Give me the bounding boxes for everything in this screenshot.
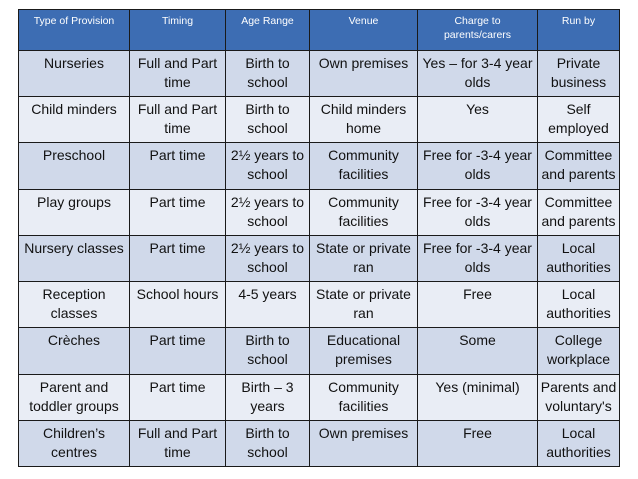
cell-age-range: 2½ years to school xyxy=(226,189,310,235)
cell-timing: School hours xyxy=(130,282,226,328)
cell-charge: Yes – for 3-4 year olds xyxy=(418,51,538,97)
cell-venue: Educational premises xyxy=(310,328,418,374)
cell-type-of-provision: Child minders xyxy=(19,97,130,143)
cell-age-range: 2½ years to school xyxy=(226,143,310,189)
table-row xyxy=(19,189,620,235)
cell-timing: Part time xyxy=(130,143,226,189)
cell-venue: State or private ran xyxy=(310,282,418,328)
cell-venue: Community facilities xyxy=(310,374,418,420)
cell-run-by: Committee and parents xyxy=(538,189,620,235)
cell-type-of-provision: Play groups xyxy=(19,189,130,235)
table-row xyxy=(19,328,620,374)
table-row xyxy=(19,97,620,143)
header-type-of-provision: Type of Provision xyxy=(19,10,130,51)
cell-charge: Free for -3-4 year olds xyxy=(418,235,538,281)
cell-run-by: College workplace xyxy=(538,328,620,374)
cell-run-by: Local authorities xyxy=(538,235,620,281)
cell-charge: Yes (minimal) xyxy=(418,374,538,420)
cell-type-of-provision: Crèches xyxy=(19,328,130,374)
cell-type-of-provision: Children’s centres xyxy=(19,420,130,466)
table-row xyxy=(19,282,620,328)
cell-venue: Community facilities xyxy=(310,143,418,189)
cell-venue: Child minders home xyxy=(310,97,418,143)
cell-charge: Free for -3-4 year olds xyxy=(418,189,538,235)
cell-run-by: Self employed xyxy=(538,97,620,143)
cell-age-range: Birth – 3 years xyxy=(226,374,310,420)
cell-timing: Part time xyxy=(130,235,226,281)
header-charge: Charge to parents/carers xyxy=(418,10,538,51)
cell-run-by: Committee and parents xyxy=(538,143,620,189)
table-row xyxy=(19,374,620,420)
cell-run-by: Private business xyxy=(538,51,620,97)
cell-charge: Free xyxy=(418,282,538,328)
table-row xyxy=(19,51,620,97)
cell-timing: Full and Part time xyxy=(130,97,226,143)
cell-venue: Community facilities xyxy=(310,189,418,235)
cell-age-range: 2½ years to school xyxy=(226,235,310,281)
cell-age-range: 4-5 years xyxy=(226,282,310,328)
cell-timing: Part time xyxy=(130,328,226,374)
cell-venue: Own premises xyxy=(310,51,418,97)
cell-run-by: Local authorities xyxy=(538,282,620,328)
header-run-by: Run by xyxy=(538,10,620,51)
cell-venue: Own premises xyxy=(310,420,418,466)
cell-age-range: Birth to school xyxy=(226,328,310,374)
cell-type-of-provision: Parent and toddler groups xyxy=(19,374,130,420)
cell-age-range: Birth to school xyxy=(226,97,310,143)
table-body xyxy=(19,51,620,467)
header-row xyxy=(19,10,620,51)
cell-type-of-provision: Preschool xyxy=(19,143,130,189)
cell-timing: Part time xyxy=(130,189,226,235)
cell-age-range: Birth to school xyxy=(226,420,310,466)
table-row xyxy=(19,143,620,189)
cell-charge: Some xyxy=(418,328,538,374)
cell-timing: Full and Part time xyxy=(130,420,226,466)
cell-charge: Free xyxy=(418,420,538,466)
cell-charge: Free for -3-4 year olds xyxy=(418,143,538,189)
header-timing: Timing xyxy=(130,10,226,51)
provision-table xyxy=(18,9,620,467)
table-row xyxy=(19,235,620,281)
cell-type-of-provision: Nurseries xyxy=(19,51,130,97)
cell-age-range: Birth to school xyxy=(226,51,310,97)
header-venue: Venue xyxy=(310,10,418,51)
cell-venue: State or private ran xyxy=(310,235,418,281)
header-age-range: Age Range xyxy=(226,10,310,51)
table-header xyxy=(19,10,620,51)
cell-run-by: Local authorities xyxy=(538,420,620,466)
cell-type-of-provision: Reception classes xyxy=(19,282,130,328)
cell-timing: Part time xyxy=(130,374,226,420)
cell-run-by: Parents and voluntary's xyxy=(538,374,620,420)
cell-timing: Full and Part time xyxy=(130,51,226,97)
table-row xyxy=(19,420,620,466)
cell-type-of-provision: Nursery classes xyxy=(19,235,130,281)
cell-charge: Yes xyxy=(418,97,538,143)
